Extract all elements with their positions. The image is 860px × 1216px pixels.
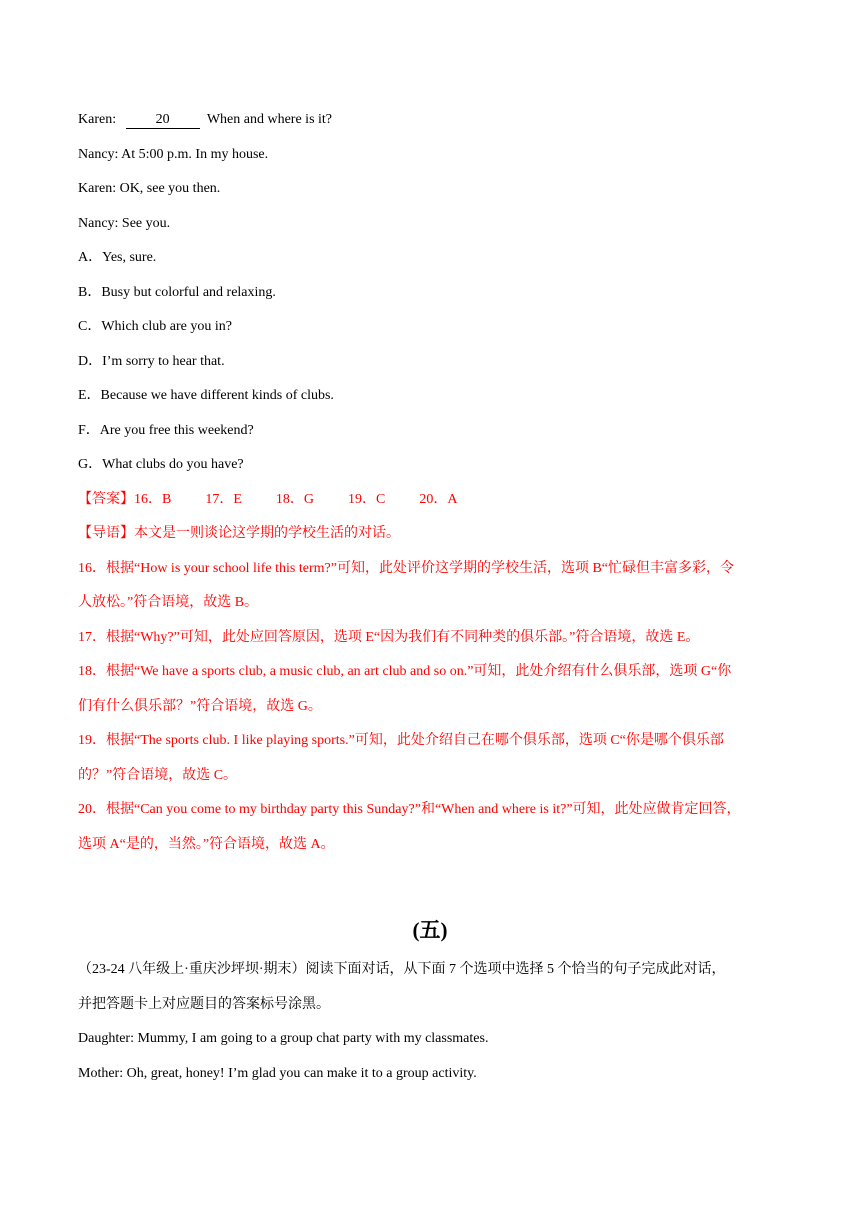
speaker-label: Karen:: [78, 112, 117, 127]
dialogue-line-karen-2: Karen: OK, see you then.: [78, 181, 221, 196]
answer-item: 16．B: [134, 492, 172, 507]
answer-item: 18．G: [275, 492, 315, 507]
guide-text: 【导语】本文是一则谈论这学期的学校生活的对话。: [78, 526, 400, 541]
answer-item: 19．C: [348, 492, 386, 507]
section-intro-line-1: （23-24 八年级上·重庆沙坪坝·期末）阅读下面对话，从下面 7 个选项中选择 5 个恰当的句子完成此对话，: [78, 962, 726, 977]
option-b: B．Busy but colorful and relaxing.: [78, 285, 276, 300]
dialogue-line-nancy-1: Nancy: At 5:00 p.m. In my house.: [78, 147, 269, 162]
answer-blank: 20: [126, 112, 200, 129]
option-e: E．Because we have different kinds of clubs.: [78, 388, 334, 403]
option-c: C．Which club are you in?: [78, 319, 232, 334]
dialogue-text: When and where is it?: [206, 112, 333, 127]
dialogue-line-karen-q20: [78, 110, 790, 130]
explanation-18-line-2: 们有什么俱乐部？”符合语境，故选 G。: [78, 699, 322, 714]
option-a: A．Yes, sure.: [78, 250, 157, 265]
explanation-18-line-1: 18．根据“We have a sports club, a music club, an art club and so on.”可知，此处介绍有什么俱乐部，选项 G“你: [78, 664, 732, 679]
explanation-19-line-2: 的？”符合语境，故选 C。: [78, 768, 238, 783]
option-f: F．Are you free this weekend?: [78, 423, 254, 438]
explanation-20-line-2: 选项 A“是的，当然。”符合语境，故选 A。: [78, 837, 335, 852]
answer-item: 17．E: [205, 492, 242, 507]
answer-label: 【答案】: [78, 492, 134, 507]
dialogue-line-nancy-2: Nancy: See you.: [78, 216, 171, 231]
option-g: G．What clubs do you have?: [78, 457, 244, 472]
dialogue-line-daughter: Daughter: Mummy, I am going to a group chat party with my classmates.: [78, 1031, 489, 1046]
option-d: D．I’m sorry to hear that.: [78, 354, 225, 369]
section-heading: (五): [412, 918, 448, 942]
explanation-19-line-1: 19．根据“The sports club. I like playing sports.”可知，此处介绍自己在哪个俱乐部，选项 C“你是哪个俱乐部: [78, 733, 724, 748]
explanation-20-line-1: 20．根据“Can you come to my birthday party this Sunday?”和“When and where is it?”可知，此处应做肯定回答，: [78, 802, 741, 817]
answer-key: [78, 490, 790, 510]
explanation-16-line-2: 人放松。”符合语境，故选 B。: [78, 595, 259, 610]
answer-item: 20．A: [419, 492, 458, 507]
explanation-17: 17．根据“Why?”可知，此处应回答原因，选项 E“因为我们有不同种类的俱乐部。”符合语境，故选 E。: [78, 630, 700, 645]
dialogue-line-mother: Mother: Oh, great, honey! I’m glad you can make it to a group activity.: [78, 1066, 477, 1081]
explanation-16-line-1: 16．根据“How is your school life this term?”可知，此处评价这学期的学校生活，选项 B“忙碌但丰富多彩，令: [78, 561, 735, 576]
section-intro-line-2: 并把答题卡上对应题目的答案标号涂黑。: [78, 997, 330, 1012]
